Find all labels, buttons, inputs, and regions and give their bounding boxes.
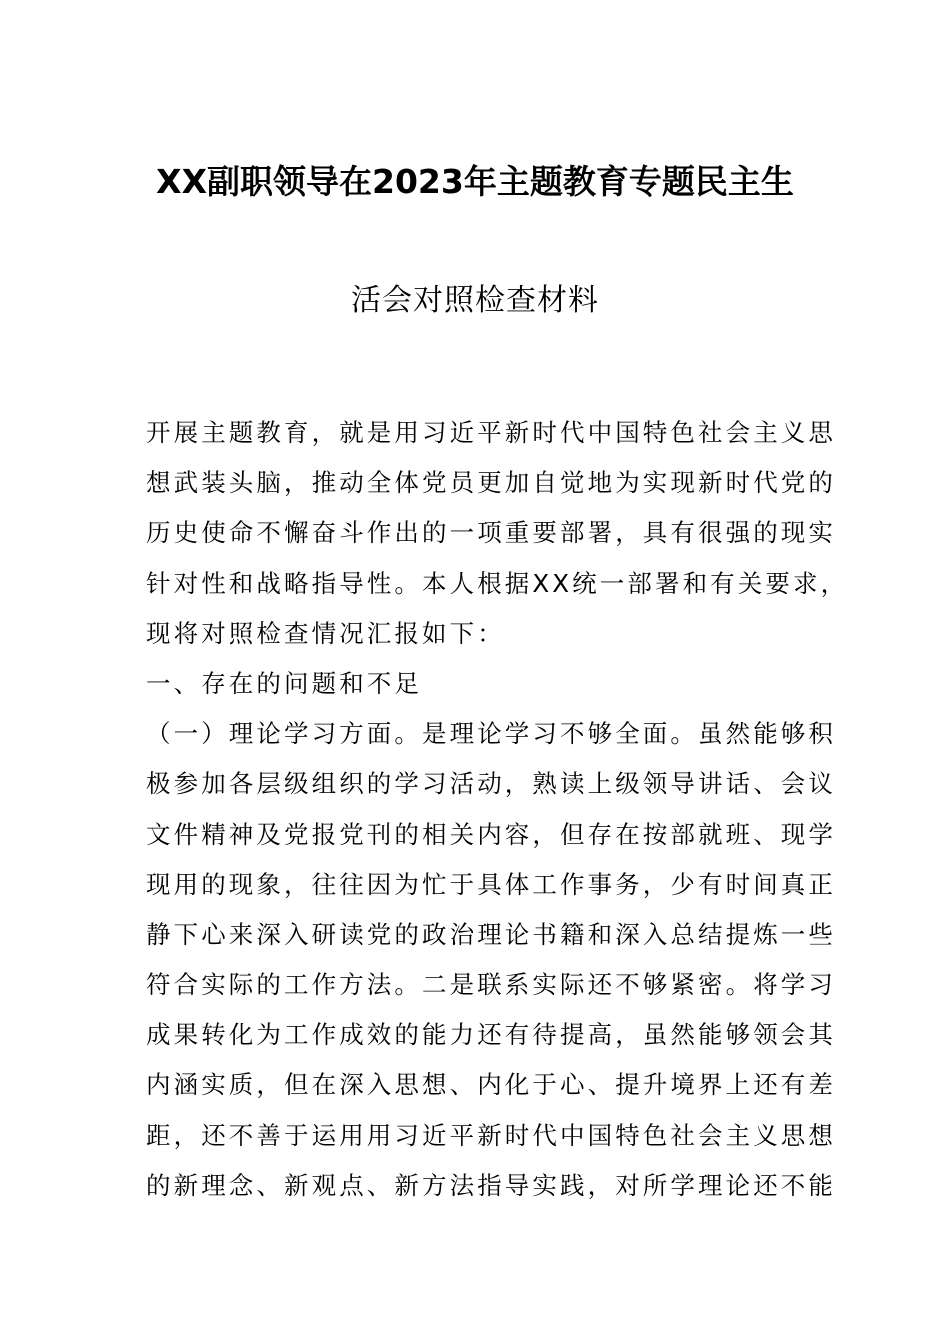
body-line: 极参加各层级组织的学习活动，熟读上级领导讲话、会议 [146,769,836,799]
body-line: 的新理念、新观点、新方法指导实践，对所学理论还不能 [146,1170,836,1200]
body-line: 内涵实质，但在深入思想、内化于心、提升境界上还有差 [146,1070,836,1100]
body-line: （一）理论学习方面。是理论学习不够全面。虽然能够积 [146,719,836,749]
body-line: 开展主题教育，就是用习近平新时代中国特色社会主义思 [146,418,836,447]
body-line: 现用的现象，往往因为忙于具体工作事务，少有时间真正 [146,869,836,899]
document-title-line-2: 活会对照检查材料 [351,283,599,318]
document-body [146,408,849,1211]
body-line: 符合实际的工作方法。二是联系实际还不够紧密。将学习 [146,970,836,1000]
body-line: 想武装头脑，推动全体党员更加自觉地为实现新时代党的 [146,468,836,498]
section-heading: 一、存在的问题和不足 [146,668,422,698]
body-line: 历史使命不懈奋斗作出的一项重要部署，具有很强的现实 [146,518,836,548]
body-line: 现将对照检查情况汇报如下： [146,618,505,648]
body-line: 静下心来深入研读党的政治理论书籍和深入总结提炼一些 [146,919,836,949]
document-title-line-1: XX副职领导在2023年主题教育专题民主生 [156,162,794,201]
body-line: 成果转化为工作成效的能力还有待提高，虽然能够领会其 [146,1020,836,1050]
body-line: 文件精神及党报党刊的相关内容，但存在按部就班、现学 [146,819,836,849]
body-line: 距，还不善于运用用习近平新时代中国特色社会主义思想 [146,1120,836,1150]
body-line: 针对性和战略指导性。本人根据XX统一部署和有关要求， [146,568,849,598]
